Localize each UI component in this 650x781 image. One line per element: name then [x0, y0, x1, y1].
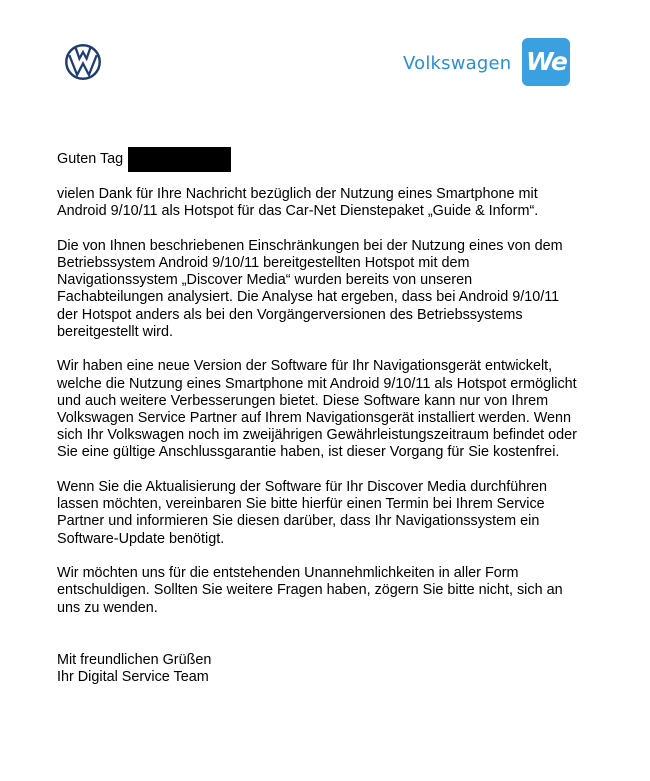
- vw-logo: [64, 43, 102, 81]
- greeting: Guten Tag: [57, 150, 124, 167]
- closing: Mit freundlichen Grüßen: [57, 651, 212, 668]
- paragraph-5: Wir möchten uns für die entstehenden Unannehmlichkeiten in aller Form entschuldigen. Sollten Sie weitere Fragen haben, zögern Sie bitte nicht, sich an uns zu wenden.: [57, 565, 563, 616]
- signature: Ihr Digital Service Team: [57, 669, 209, 686]
- greeting-line: [57, 147, 577, 172]
- paragraph-2: Die von Ihnen beschriebenen Einschränkungen bei der Nutzung eines von dem Betriebssystem Android 9/10/11 bereitgestellten Hotspot mit dem Navigationssystem „Discover Media“ wurden bereits von unseren Fachabteilungen analysiert. Die Analyse hat ergeben, dass bei Android 9/10/11 der Hotspot anders als bei den Vorgängerversionen des Betriebssystems bereitgestellt wird.: [57, 237, 563, 340]
- volkswagen-we-brand: [403, 38, 570, 86]
- brand-text: Volkswagen: [403, 52, 512, 74]
- paragraph-4: Wenn Sie die Aktualisierung der Software für Ihr Discover Media durchführen lassen möchten, vereinbaren Sie bitte hierfür einen Termin bei Ihrem Service Partner und informieren Sie diesen darüber, dass Ihr Navigationssystem ein Software-Update benötigt.: [57, 479, 548, 547]
- we-badge: We: [522, 38, 570, 86]
- letter-body: [57, 147, 577, 686]
- signature-block: [57, 652, 577, 686]
- paragraph-3: Wir haben eine neue Version der Software für Ihr Navigationsgerät entwickelt, welche die Nutzung eines Smartphone mit Android 9/10/11 als Hotspot ermöglicht und auch weitere Verbesserungen bietet. Diese Software kann nur von Ihrem Volkswagen Service Partner auf Ihrem Navigationsgerät installiert werden. Wenn sich Ihr Volkswagen noch im zweijährigen Gewährleistungszeitraum befindet oder Sie eine gültige Anschlussgarantie haben, ist dieser Vorgang für Sie kostenfrei.: [57, 358, 577, 461]
- redacted-name: [128, 147, 231, 172]
- paragraph-1: vielen Dank für Ihre Nachricht bezüglich der Nutzung eines Smartphone mit Android 9/10/11 als Hotspot für das Car-Net Dienstepaket „Guide & Inform“.: [57, 186, 539, 220]
